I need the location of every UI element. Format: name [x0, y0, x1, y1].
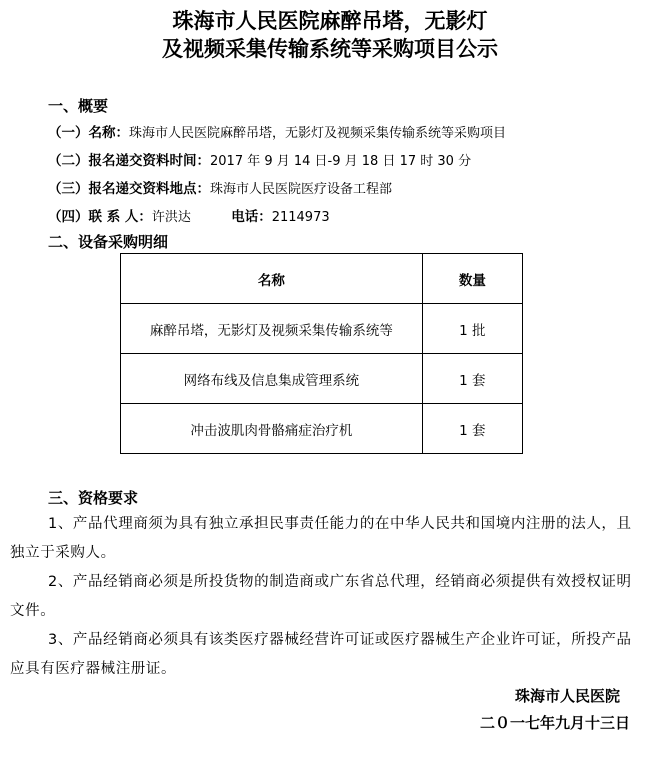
- section3-heading: 三、资格要求: [48, 489, 139, 507]
- item-label: （一）名称：: [48, 125, 129, 141]
- header-name: 名称: [121, 254, 423, 304]
- item-label: （二）报名递交资料时间：: [48, 153, 210, 169]
- item-label: （三）报名递交资料地点：: [48, 181, 210, 197]
- contact-name: 许洪达: [151, 210, 191, 225]
- header-quantity: 数量: [422, 254, 522, 304]
- item-value: 珠海市人民医院医疗设备工程部: [210, 182, 393, 197]
- requirement-paragraph-1: 1、产品代理商须为具有独立承担民事责任能力的在中华人民共和国境内注册的法人，且独立于采购人。: [10, 516, 632, 561]
- cell-name: 麻醉吊塔，无影灯及视频采集传输系统等: [121, 304, 423, 354]
- signature-org: 珠海市人民医院: [514, 687, 620, 705]
- signature-date: 二０一七年九月十三日: [479, 714, 630, 732]
- section2-heading: 二、设备采购明细: [48, 233, 169, 251]
- table-row: [121, 354, 523, 404]
- cell-name: 网络布线及信息集成管理系统: [121, 354, 423, 404]
- phone-label: 电话：: [231, 209, 272, 225]
- table-row: [121, 304, 523, 354]
- item-label: （四）联 系 人：: [48, 209, 152, 225]
- page-title-line1: 珠海市人民医院麻醉吊塔，无影灯: [172, 9, 488, 33]
- item-value: 珠海市人民医院麻醉吊塔，无影灯及视频采集传输系统等采购项目: [129, 126, 507, 141]
- phone-value: 2114973: [271, 210, 330, 225]
- section1-heading: 一、概要: [48, 97, 109, 115]
- cell-quantity: 1 批: [422, 304, 522, 354]
- cell-quantity: 1 套: [422, 404, 522, 454]
- overview-item-contact: [48, 205, 330, 225]
- page-title-line2: 及视频采集传输系统等采购项目公示: [162, 37, 498, 61]
- cell-quantity: 1 套: [422, 354, 522, 404]
- table-row: [121, 404, 523, 454]
- procurement-table: [120, 253, 523, 454]
- overview-item-location: [48, 177, 392, 197]
- requirement-paragraph-3: 3、产品经销商必须具有该类医疗器械经营许可证或医疗器械生产企业许可证，所投产品应具有医疗器械注册证。: [10, 632, 632, 677]
- item-value: 2017 年 9 月 14 日-9 月 18 日 17 时 30 分: [210, 154, 472, 169]
- cell-name: 冲击波肌肉骨骼痛症治疗机: [121, 404, 423, 454]
- overview-item-time: [48, 149, 471, 169]
- overview-item-name: [48, 121, 506, 141]
- table-header-row: [121, 254, 523, 304]
- requirement-paragraph-2: 2、产品经销商必须是所投货物的制造商或广东省总代理，经销商必须提供有效授权证明文件。: [10, 574, 632, 619]
